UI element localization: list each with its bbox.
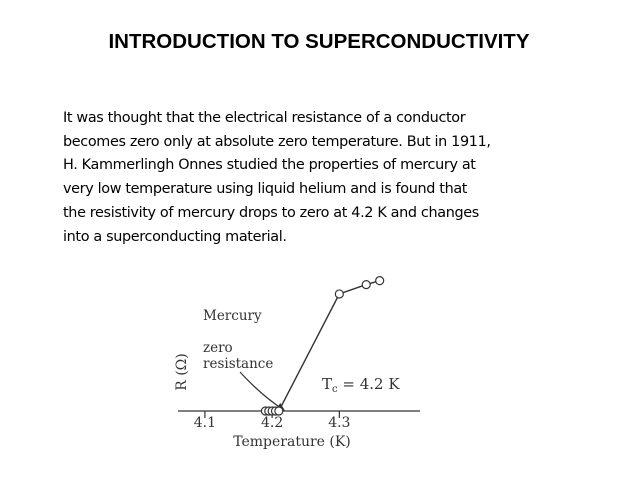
series-mercury	[261, 277, 383, 415]
body-line-2: becomes zero only at absolute zero temperature. But in 1911,	[63, 133, 491, 150]
data-point-7	[362, 281, 370, 289]
x-tick-label-4.2: 4.2	[260, 415, 284, 431]
y-axis-label: R (Ω)	[174, 353, 190, 391]
zero-label-line2: resistance	[203, 356, 274, 372]
data-point-6	[335, 290, 343, 298]
zero-resistance-arrow	[240, 372, 284, 410]
zero-label-line1: zero	[203, 340, 233, 356]
body-line-6: into a superconducting material.	[63, 228, 287, 245]
x-tick-label-4.1: 4.1	[193, 415, 217, 431]
body-line-5: the resistivity of mercury drops to zero at 4.2 K and changes	[63, 204, 479, 221]
series-label-mercury: Mercury	[203, 308, 262, 324]
data-point-5	[275, 407, 283, 415]
data-point-8	[376, 277, 384, 285]
body-line-3: H. Kammerlingh Onnes studied the properties of mercury at	[63, 157, 476, 174]
body-line-4: very low temperature using liquid helium and is found that	[63, 181, 468, 198]
x-axis-label: Temperature (K)	[233, 434, 351, 450]
body-line-1: It was thought that the electrical resistance of a conductor	[63, 110, 466, 126]
x-tick-label-4.3: 4.3	[328, 415, 351, 431]
slide-title: INTRODUCTION TO SUPERCONDUCTIVITY	[108, 30, 530, 53]
tc-label: $T_c = 4.2$ K	[322, 375, 400, 395]
